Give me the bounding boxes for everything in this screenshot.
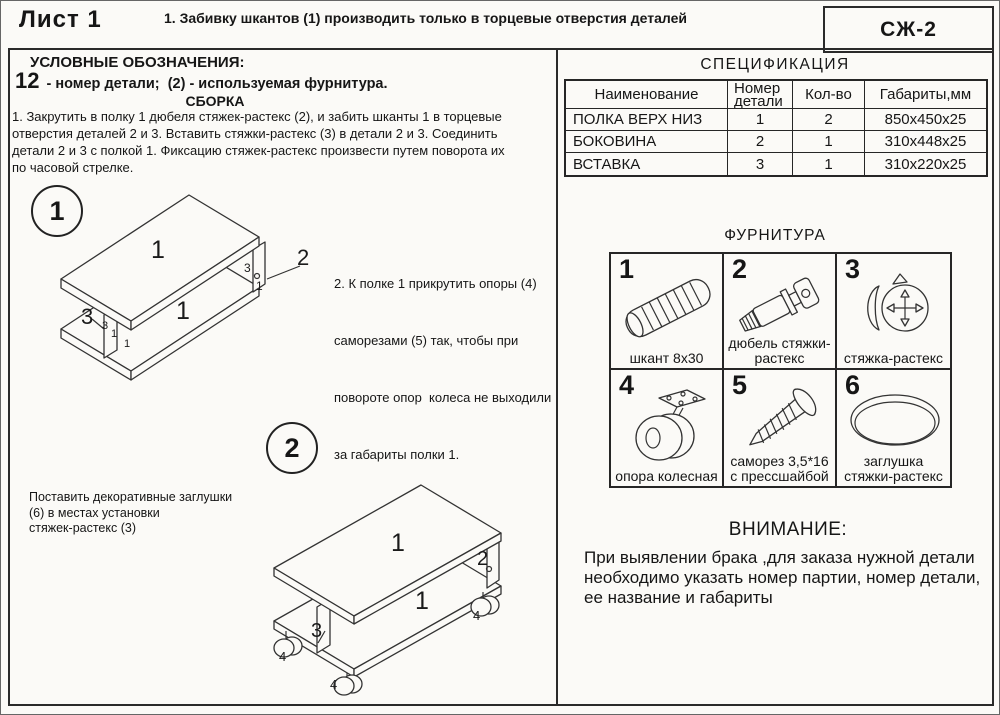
fig1-label-hole-3: 3 bbox=[244, 261, 251, 275]
hardware-item-number: 3 bbox=[845, 254, 861, 284]
step3-line: (6) в местах установки bbox=[29, 505, 160, 520]
assembly-step-2 bbox=[334, 236, 554, 502]
step1-line: 1. Закрутить в полку 1 дюбеля стяжек-растекс (2), и забить шканты 1 в торцевые bbox=[12, 109, 502, 124]
legend-title: УСЛОВНЫЕ ОБОЗНАЧЕНИЯ: bbox=[30, 54, 245, 71]
hardware-item bbox=[837, 254, 950, 370]
dowel-icon bbox=[611, 270, 722, 344]
legend-line bbox=[15, 68, 388, 94]
step2-line: 2. К полке 1 прикрутить опоры (4) bbox=[334, 276, 537, 291]
sheet-title: Лист 1 bbox=[19, 6, 102, 33]
fig1-label-shelf-top: 1 bbox=[151, 236, 165, 264]
hardware-title: ФУРНИТУРА bbox=[724, 227, 826, 244]
attention-line: При выявлении брака ,для заказа нужной детали bbox=[584, 548, 975, 567]
figure1-drawing bbox=[51, 186, 351, 381]
specification-title: СПЕЦИФИКАЦИЯ bbox=[700, 56, 850, 73]
step2-line: саморезами (5) так, чтобы при bbox=[334, 333, 519, 348]
fig1-label-near-3: 3 bbox=[102, 320, 109, 332]
attention-line: ее название и габариты bbox=[584, 588, 773, 607]
fig1-label-insert-big: 3 bbox=[81, 304, 94, 329]
figure2-drawing bbox=[263, 479, 531, 707]
step1-line: по часовой стрелке. bbox=[12, 160, 134, 175]
fig1-label-shelf-bottom: 1 bbox=[176, 297, 190, 325]
step1-line: отверстия деталей 2 и 3. Вставить стяжки-растекс (3) в детали 2 и 3. Соединить bbox=[12, 126, 498, 141]
fig1-label-side-panel: 2 bbox=[297, 245, 310, 270]
figure2-badge bbox=[266, 422, 318, 474]
hardware-item bbox=[611, 254, 724, 370]
spec-cell-dimensions: 310х220х25 bbox=[884, 155, 967, 173]
spec-cell-name: ПОЛКА ВЕРХ НИЗ bbox=[566, 109, 728, 131]
legend-part-number-sample: 12 bbox=[15, 68, 40, 93]
attention-title: ВНИМАНИЕ: bbox=[728, 519, 848, 540]
fig2-label-shelf-top: 1 bbox=[391, 529, 405, 557]
spec-cell-dimensions: 850х450х25 bbox=[865, 109, 986, 131]
hardware-item-number: 6 bbox=[845, 370, 861, 400]
spec-cell-dimensions: 310х448х25 bbox=[865, 131, 986, 153]
caster-wheel-icon bbox=[611, 386, 722, 464]
cam-lock-icon bbox=[837, 270, 948, 344]
spec-cell-part-number: 1 bbox=[728, 109, 793, 131]
fig2-label-insert: 3 bbox=[311, 620, 323, 642]
hardware-item-name: дюбель стяжки-растекс bbox=[728, 335, 831, 366]
hardware-item bbox=[611, 370, 724, 486]
assembly-title: СБОРКА bbox=[185, 93, 245, 109]
cam-dowel-icon bbox=[724, 270, 835, 344]
spec-cell-quantity: 2 bbox=[793, 109, 865, 131]
hardware-grid bbox=[609, 252, 952, 488]
cap-icon bbox=[837, 386, 948, 460]
fig1-label-near-1: 1 bbox=[111, 328, 118, 340]
hardware-item-name: шкант 8х30 bbox=[629, 350, 704, 366]
press-washer-screw-icon bbox=[724, 386, 835, 460]
figure1-badge-number: 1 bbox=[49, 195, 65, 226]
hardware-item-number: 1 bbox=[619, 254, 635, 284]
spec-col-header: Габариты,мм bbox=[865, 81, 986, 109]
hardware-item-number: 2 bbox=[732, 254, 748, 284]
attention-text bbox=[584, 548, 984, 608]
step1-line: детали 2 и 3 с полкой 1. Фиксацию стяжек-растекс произвести путем поворота их bbox=[12, 143, 505, 158]
attention-line: необходимо указать номер партии, номер детали, bbox=[584, 568, 981, 587]
fig1-label-edge-1: 1 bbox=[124, 338, 131, 350]
spec-cell-part-number: 3 bbox=[728, 153, 793, 175]
fig1-label-hole-1: 1 bbox=[256, 279, 263, 293]
hardware-item bbox=[724, 370, 837, 486]
spec-col-header: Номер детали bbox=[728, 81, 793, 109]
step2-line: за габариты полки 1. bbox=[334, 447, 460, 462]
figure2-badge-number: 2 bbox=[284, 432, 300, 463]
hardware-item-name: стяжка-растекс bbox=[843, 350, 944, 366]
doc-code: СЖ-2 bbox=[880, 17, 937, 41]
spec-cell-name: ВСТАВКА bbox=[566, 153, 728, 175]
hardware-item-name: заглушка стяжки-растекс bbox=[844, 453, 943, 484]
hardware-item-name: саморез 3,5*16 с прессшайбой bbox=[730, 453, 829, 484]
spec-cell-quantity: 1 bbox=[793, 153, 865, 175]
hardware-item-number: 4 bbox=[619, 370, 635, 400]
fig2-label-caster: 4 bbox=[330, 677, 338, 692]
spec-cell-name: БОКОВИНА bbox=[566, 131, 728, 153]
spec-cell-quantity: 1 bbox=[793, 131, 865, 153]
spec-col-header: Наименование bbox=[566, 81, 728, 109]
step3-line: стяжек-растекс (3) bbox=[29, 521, 136, 535]
legend-text: - номер детали; (2) - используемая фурнитура. bbox=[46, 76, 388, 92]
spec-cell-part-number: 2 bbox=[728, 131, 793, 153]
fig2-label-shelf-bottom: 1 bbox=[415, 587, 429, 615]
doc-code-box bbox=[823, 6, 994, 53]
assembly-step-1 bbox=[12, 108, 555, 176]
fig2-label-side-panel: 2 bbox=[477, 548, 489, 570]
hardware-item-name: опора колесная bbox=[615, 468, 718, 484]
hardware-item-number: 5 bbox=[732, 370, 748, 400]
specification-panel bbox=[558, 48, 994, 706]
step3-line: Поставить декоративные заглушки bbox=[29, 490, 233, 504]
specification-table bbox=[564, 79, 988, 177]
hardware-item bbox=[724, 254, 837, 370]
header-note: 1. Забивку шкантов (1) производить только в торцевые отверстия деталей bbox=[164, 10, 687, 26]
assembly-step-3 bbox=[29, 490, 254, 537]
fig2-label-caster: 4 bbox=[279, 649, 287, 664]
spec-col-header: Кол-во bbox=[793, 81, 865, 109]
fig2-label-caster: 4 bbox=[473, 608, 481, 623]
instructions-panel bbox=[8, 48, 558, 706]
step2-line: повороте опор колеса не выходили bbox=[334, 390, 552, 405]
hardware-item bbox=[837, 370, 950, 486]
